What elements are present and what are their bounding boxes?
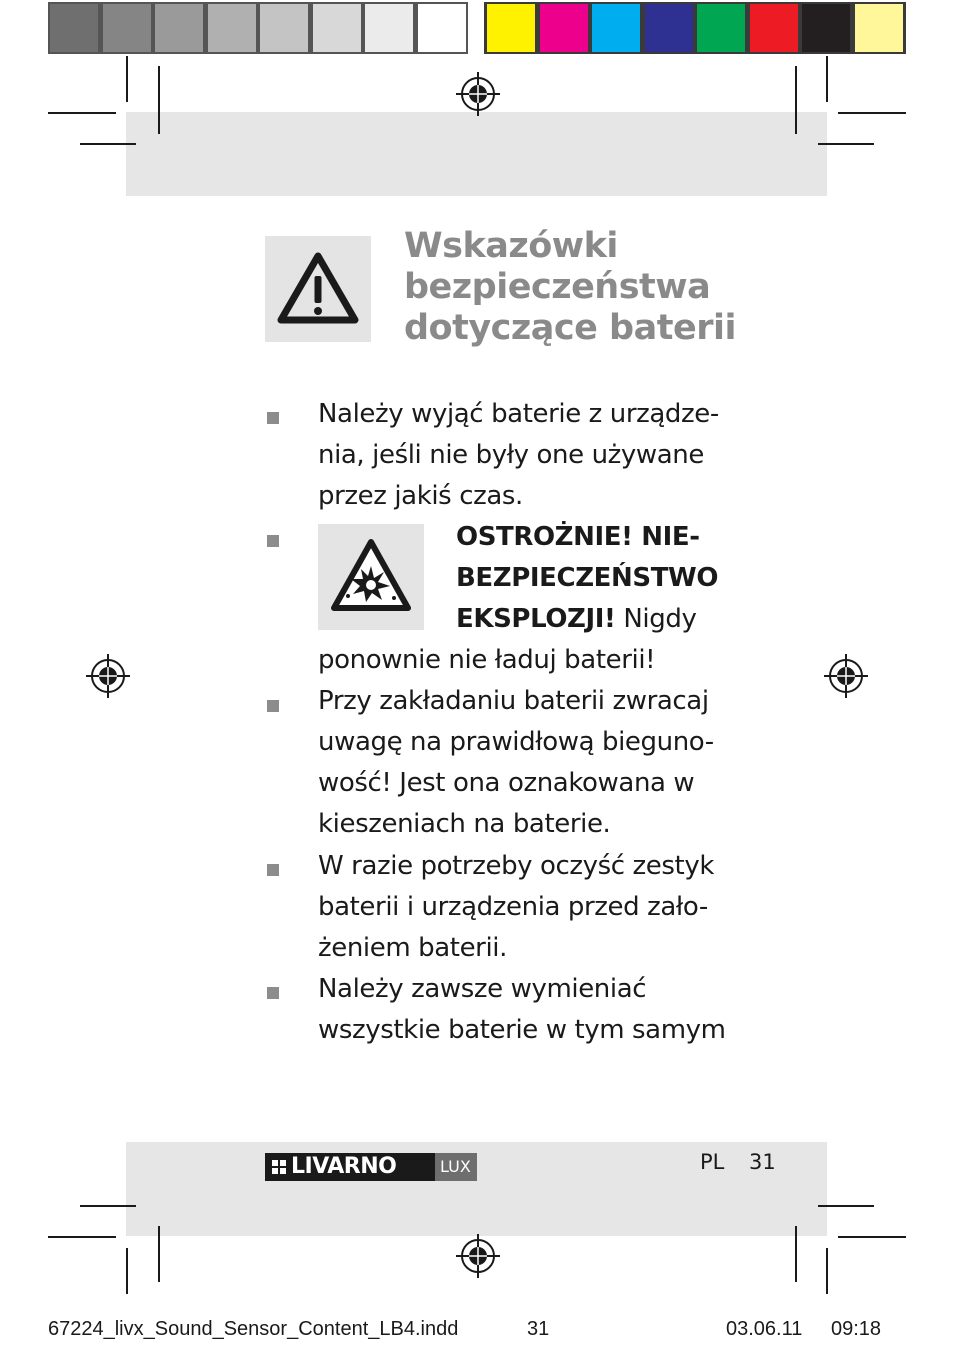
bullet-marker (267, 412, 279, 424)
text-line: uwagę na prawidłową bieguno- (318, 727, 714, 757)
caution-text (456, 517, 756, 640)
crop-mark (818, 143, 874, 145)
caution-heading: BEZPIECZEŃSTWO (456, 563, 719, 593)
bullet-marker (267, 700, 279, 712)
warning-triangle-icon (265, 236, 371, 342)
list-item-continuation (318, 640, 758, 681)
slug-page: 31 (527, 1318, 550, 1340)
calibration-swatch (103, 4, 151, 52)
bullet-marker (267, 864, 279, 876)
logo-brand: LIVARNO (291, 1154, 397, 1179)
slug-filename: 67224_livx_Sound_Sensor_Content_LB4.indd (48, 1318, 459, 1340)
caution-heading: OSTROŻNIE! NIE- (456, 522, 700, 552)
calibration-swatch (260, 4, 308, 52)
calibration-swatch (855, 4, 903, 52)
title-line: bezpieczeństwa (404, 267, 711, 307)
title-line: dotyczące baterii (404, 308, 736, 348)
calibration-swatch (365, 4, 413, 52)
list-item (318, 846, 758, 969)
registration-mark-icon (824, 654, 868, 698)
text-line: kieszeniach na baterie. (318, 809, 611, 839)
calibration-swatch (487, 4, 535, 52)
section-title (404, 226, 844, 349)
text-line: wszystkie baterie w tym samym (318, 1015, 726, 1045)
text-line: W razie potrzeby oczyść zestyk (318, 851, 714, 881)
crop-mark (826, 1248, 828, 1294)
crop-mark (80, 1205, 136, 1207)
text-line: ponownie nie ładuj baterii! (318, 645, 656, 675)
crop-mark (158, 1226, 160, 1282)
logo-suffix: LUX (440, 1157, 471, 1176)
calibration-swatch (418, 4, 466, 52)
list-item (318, 394, 758, 517)
crop-mark (838, 112, 906, 114)
calibration-swatch (697, 4, 745, 52)
registration-mark-icon (456, 1234, 500, 1278)
text-line: Należy wyjąć baterie z urządze- (318, 399, 719, 429)
calibration-swatch (645, 4, 693, 52)
text-line: nia, jeśli nie były one używane (318, 440, 704, 470)
calibration-swatch (155, 4, 203, 52)
livarno-lux-logo (265, 1153, 477, 1181)
text-line: Należy zawsze wymieniać (318, 974, 647, 1004)
warning-icon-box (265, 236, 371, 342)
language-code: PL (700, 1150, 725, 1174)
calibration-swatch (313, 4, 361, 52)
crop-mark (795, 1226, 797, 1282)
caution-tail: Nigdy (615, 604, 697, 634)
title-line: Wskazówki (404, 226, 618, 266)
crop-mark (48, 1236, 116, 1238)
crop-mark (48, 112, 116, 114)
list-item (318, 969, 758, 1051)
explosion-warning-icon (318, 524, 424, 630)
text-line: wość! Jest ona oznakowana w (318, 768, 695, 798)
crop-mark (838, 1236, 906, 1238)
crop-mark (126, 56, 128, 102)
crop-mark (80, 143, 136, 145)
crop-mark (818, 1205, 874, 1207)
text-line: Przy zakładaniu baterii zwracaj (318, 686, 709, 716)
text-line: żeniem baterii. (318, 933, 507, 963)
calibration-swatch (208, 4, 256, 52)
caution-heading: EKSPLOZJI! (456, 604, 616, 634)
slug-date: 03.06.11 (726, 1318, 803, 1340)
logo-squares-icon (272, 1160, 286, 1174)
explosion-icon-box (318, 524, 424, 630)
header-band (126, 112, 827, 196)
calibration-swatch (802, 4, 850, 52)
crop-mark (158, 66, 160, 134)
crop-mark (795, 66, 797, 134)
calibration-swatch (592, 4, 640, 52)
crop-mark (126, 1248, 128, 1294)
crop-mark (826, 56, 828, 102)
calibration-swatch (50, 4, 98, 52)
list-item (318, 681, 758, 845)
slug-time: 09:18 (831, 1318, 882, 1340)
bullet-marker (267, 535, 279, 547)
text-line: przez jakiś czas. (318, 481, 523, 511)
calibration-swatch (540, 4, 588, 52)
registration-mark-icon (86, 654, 130, 698)
text-line: baterii i urządzenia przed zało- (318, 892, 708, 922)
registration-mark-icon (456, 72, 500, 116)
page-number: 31 (749, 1150, 776, 1174)
bullet-marker (267, 987, 279, 999)
calibration-swatch (750, 4, 798, 52)
